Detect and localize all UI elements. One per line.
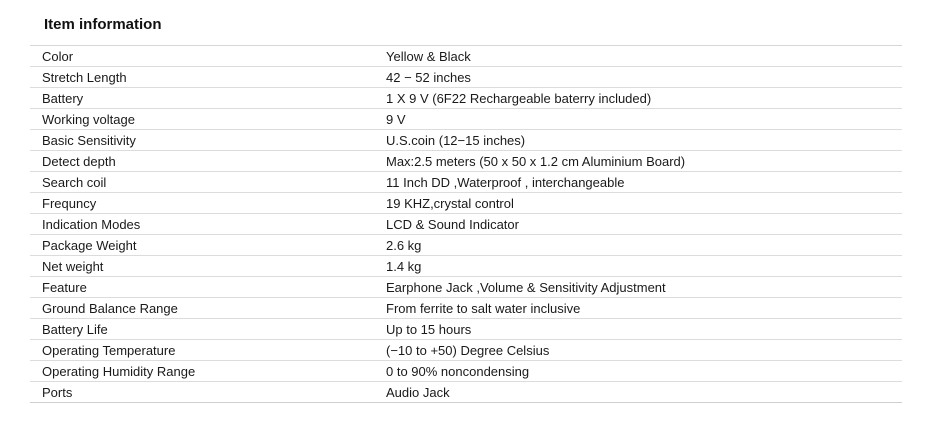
spec-value: From ferrite to salt water inclusive xyxy=(386,298,902,319)
spec-value: Audio Jack xyxy=(386,382,902,403)
spec-label: Net weight xyxy=(30,256,386,277)
spec-value: 42 − 52 inches xyxy=(386,67,902,88)
table-row xyxy=(30,298,902,319)
spec-table-body xyxy=(30,46,902,403)
spec-value: Earphone Jack ,Volume & Sensitivity Adjustment xyxy=(386,277,902,298)
spec-label: Frequncy xyxy=(30,193,386,214)
spec-value: 1.4 kg xyxy=(386,256,902,277)
spec-label: Ports xyxy=(30,382,386,403)
table-row xyxy=(30,46,902,67)
spec-label: Operating Temperature xyxy=(30,340,386,361)
spec-value: Up to 15 hours xyxy=(386,319,902,340)
table-row xyxy=(30,256,902,277)
spec-label: Indication Modes xyxy=(30,214,386,235)
spec-label: Working voltage xyxy=(30,109,386,130)
spec-label: Stretch Length xyxy=(30,67,386,88)
spec-label: Color xyxy=(30,46,386,67)
table-row xyxy=(30,109,902,130)
table-row xyxy=(30,319,902,340)
table-row xyxy=(30,361,902,382)
spec-value: 9 V xyxy=(386,109,902,130)
table-row xyxy=(30,172,902,193)
spec-label: Ground Balance Range xyxy=(30,298,386,319)
table-row xyxy=(30,277,902,298)
spec-value: Yellow & Black xyxy=(386,46,902,67)
section-title: Item information xyxy=(44,16,162,33)
spec-value: 1 X 9 V (6F22 Rechargeable baterry included) xyxy=(386,88,902,109)
spec-label: Detect depth xyxy=(30,151,386,172)
table-row xyxy=(30,67,902,88)
spec-value: 0 to 90% noncondensing xyxy=(386,361,902,382)
spec-value: (−10 to +50) Degree Celsius xyxy=(386,340,902,361)
spec-label: Battery Life xyxy=(30,319,386,340)
table-row xyxy=(30,340,902,361)
spec-value: U.S.coin (12−15 inches) xyxy=(386,130,902,151)
spec-label: Search coil xyxy=(30,172,386,193)
spec-value: 11 Inch DD ,Waterproof , interchangeable xyxy=(386,172,902,193)
spec-value: Max:2.5 meters (50 x 50 x 1.2 cm Aluminium Board) xyxy=(386,151,902,172)
spec-table xyxy=(30,45,902,403)
spec-value: 19 KHZ,crystal control xyxy=(386,193,902,214)
spec-value: 2.6 kg xyxy=(386,235,902,256)
table-row xyxy=(30,193,902,214)
table-row xyxy=(30,214,902,235)
spec-label: Package Weight xyxy=(30,235,386,256)
table-row xyxy=(30,151,902,172)
spec-label: Battery xyxy=(30,88,386,109)
spec-label: Basic Sensitivity xyxy=(30,130,386,151)
spec-label: Feature xyxy=(30,277,386,298)
table-row xyxy=(30,382,902,403)
spec-label: Operating Humidity Range xyxy=(30,361,386,382)
table-row xyxy=(30,130,902,151)
table-row xyxy=(30,235,902,256)
table-row xyxy=(30,88,902,109)
spec-value: LCD & Sound Indicator xyxy=(386,214,902,235)
